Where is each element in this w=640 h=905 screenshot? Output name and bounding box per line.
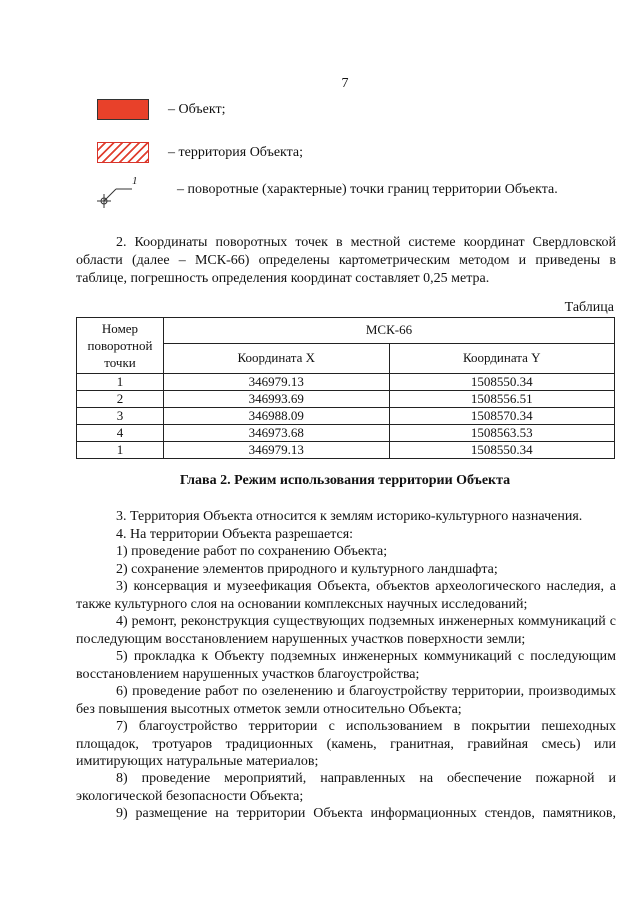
table-caption: Таблица xyxy=(564,300,614,315)
cell-point: 3 xyxy=(77,408,164,425)
legend-object-swatch xyxy=(97,99,149,120)
list-item: 9) размещение на территории Объекта информационных стендов, памятников, xyxy=(116,806,616,821)
cell-x: 346979.13 xyxy=(164,442,390,459)
list-item: 4. На территории Объекта разрешается: xyxy=(116,527,354,542)
list-item: 3. Территория Объекта относится к землям историко-культурного назначения. xyxy=(116,509,583,524)
header-point-number: Номер поворотной точки xyxy=(77,318,164,374)
cell-x: 346988.09 xyxy=(164,408,390,425)
list-item: 4) ремонт, реконструкция существующих подземных инженерных коммуникаций с последующим восстановлением нарушенных участков поверхности земли; xyxy=(76,614,616,647)
list-item: 6) проведение работ по озеленению и благоустройству территории, производимых без повышения высотных отметок земли относительно Объекта; xyxy=(76,684,616,717)
cell-x: 346973.68 xyxy=(164,425,390,442)
page-number: 7 xyxy=(341,76,349,91)
header-coordinate-x: Координата X xyxy=(164,343,390,373)
list-item: 8) проведение мероприятий, направленных на обеспечение пожарной и экологической безопасности Объекта; xyxy=(76,771,616,804)
cell-y: 1508550.34 xyxy=(389,442,615,459)
cell-point: 2 xyxy=(77,391,164,408)
legend-territory-label: – территория Объекта; xyxy=(168,145,304,160)
chapter-title: Глава 2. Режим использования территории Объекта xyxy=(179,473,511,488)
table-row xyxy=(77,374,615,391)
legend-territory-swatch xyxy=(97,142,149,163)
coordinates-table xyxy=(76,317,615,459)
table-row xyxy=(77,425,615,442)
list-item: 2) сохранение элементов природного и культурного ландшафта; xyxy=(116,562,498,577)
table-row xyxy=(77,391,615,408)
list-item: 3) консервация и музеефикация Объекта, объектов археологического наследия, а также культурного слоя на основании комплексных научных исследований; xyxy=(76,579,616,612)
cell-y: 1508563.53 xyxy=(389,425,615,442)
list-item: 5) прокладка к Объекту подземных инженерных коммуникаций с последующим восстановлением нарушенных участков благоустройства; xyxy=(76,649,616,682)
list-item: 7) благоустройство территории с использованием в покрытии пешеходных площадок, тротуаров традиционных (камень, гранитная, гравийная смесь) или имитирующих натуральные материалов; xyxy=(76,719,616,769)
cell-point: 1 xyxy=(77,374,164,391)
boundary-point-icon xyxy=(92,170,152,214)
list-item: 1) проведение работ по сохранению Объекта; xyxy=(116,544,388,559)
header-coordinate-y: Координата Y xyxy=(389,343,615,373)
cell-y: 1508570.34 xyxy=(389,408,615,425)
paragraph-coordinates: 2. Координаты поворотных точек в местной системе координат Свердловской области (далее – МСК-66) определены картометрическим методом и приведены в таблице, погрешность определения координат составляет 0,25 метра. xyxy=(76,235,616,286)
cell-x: 346979.13 xyxy=(164,374,390,391)
table-row xyxy=(77,442,615,459)
header-system: МСК-66 xyxy=(164,318,615,344)
cell-point: 4 xyxy=(77,425,164,442)
cell-y: 1508550.34 xyxy=(389,374,615,391)
cell-x: 346993.69 xyxy=(164,391,390,408)
boundary-point-label: 1 xyxy=(132,175,138,187)
legend-points-label: – поворотные (характерные) точки границ территории Объекта. xyxy=(177,182,558,197)
table-row xyxy=(77,408,615,425)
cell-point: 1 xyxy=(77,442,164,459)
legend-object-label: – Объект; xyxy=(168,102,226,117)
cell-y: 1508556.51 xyxy=(389,391,615,408)
